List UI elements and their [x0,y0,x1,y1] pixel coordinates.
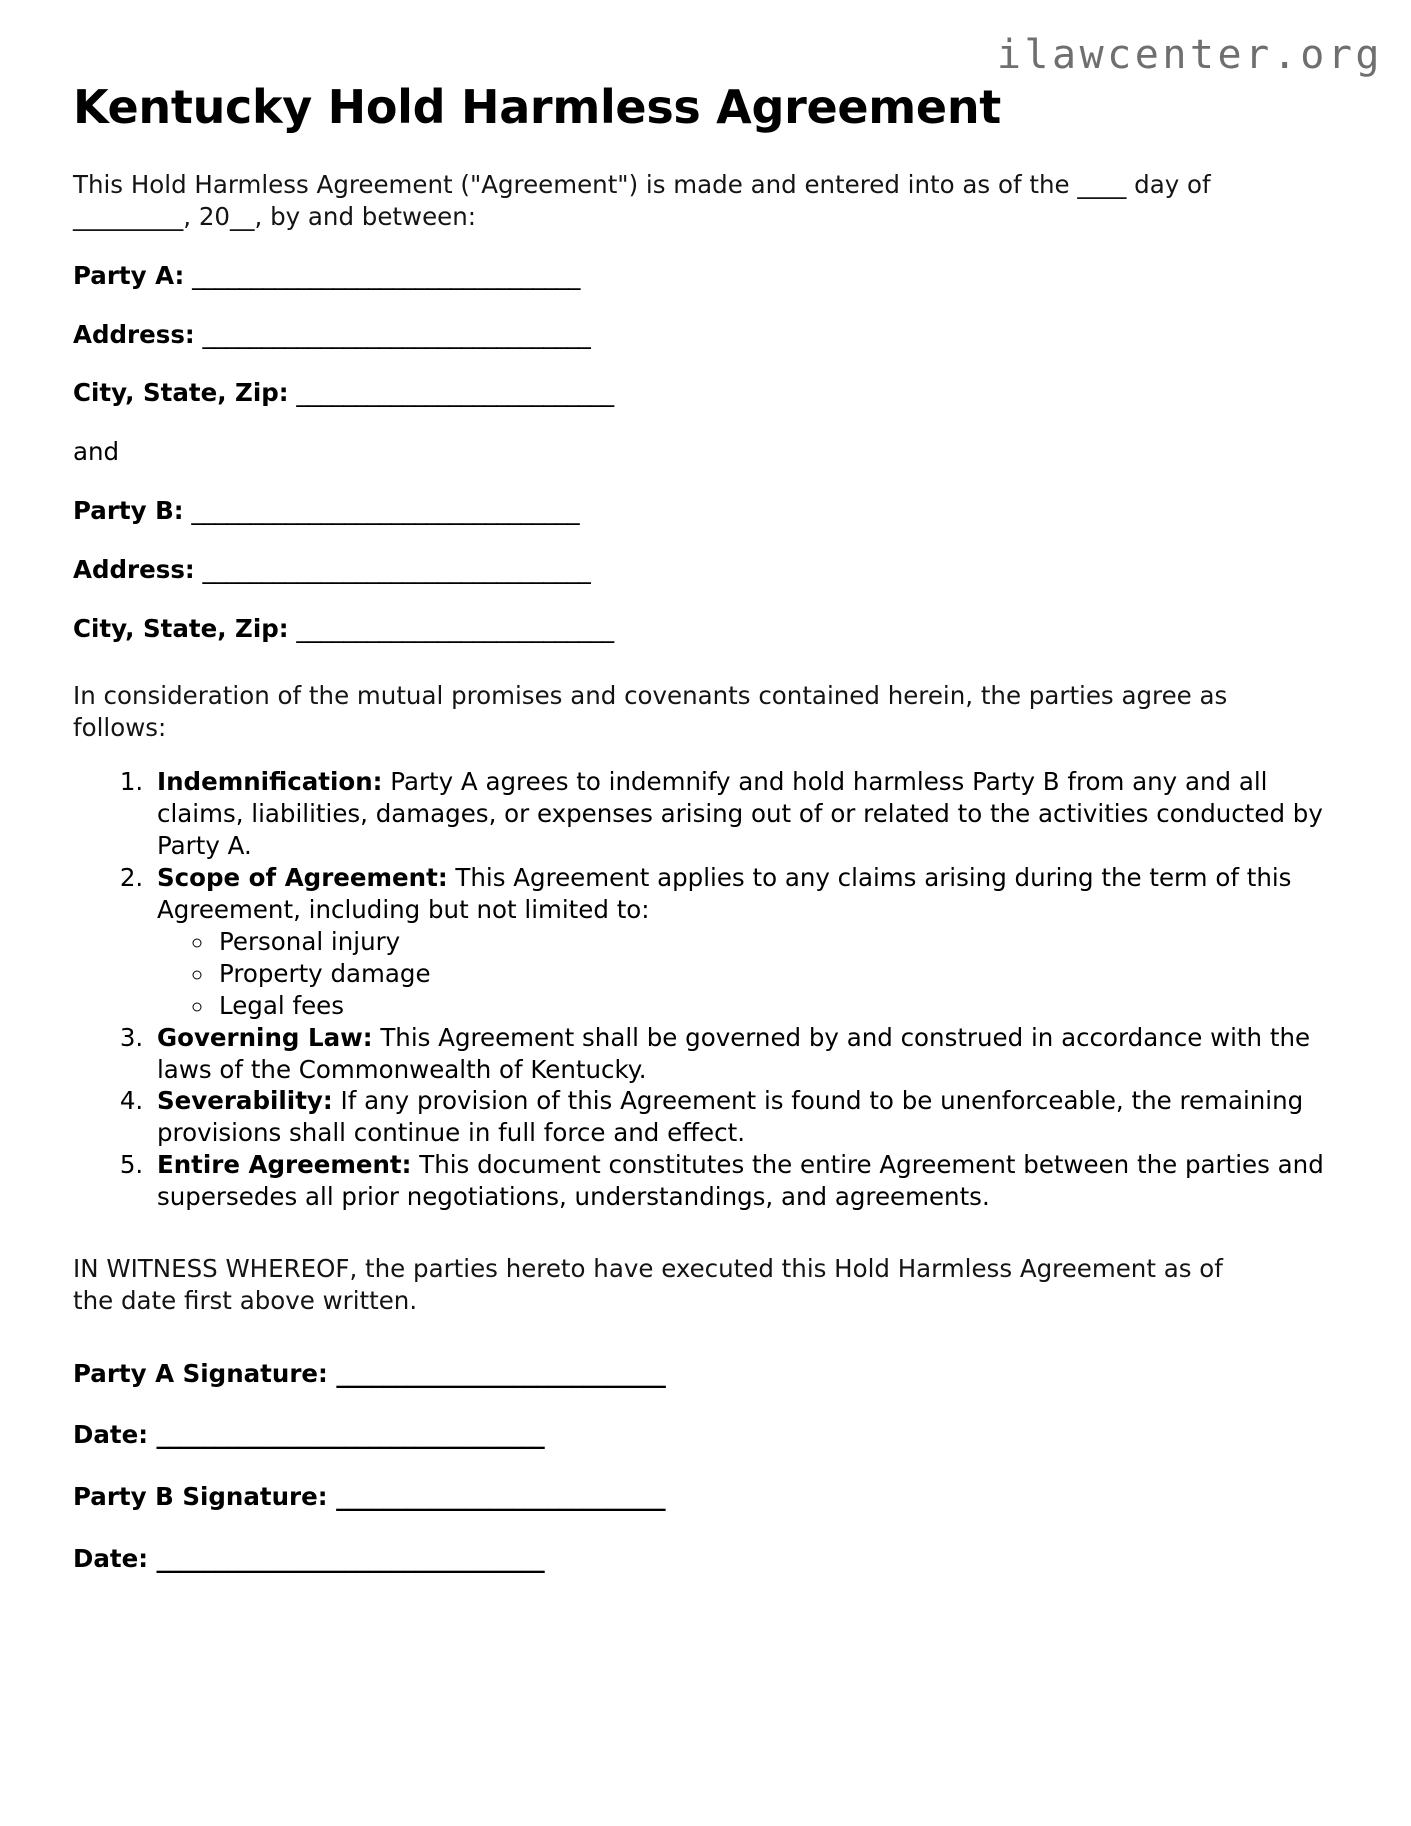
signature-label: Date: [73,1420,148,1450]
party-b-address-label: Address: [73,554,195,584]
clause-subitem: ◦ Personal injury [215,926,1338,958]
party-b-name-blank[interactable]: _________________________________ [191,496,580,526]
party-b-city-blank[interactable]: ___________________________ [296,613,614,643]
signature-blank[interactable]: ____________________________ [336,1482,666,1512]
party-a-city-row [73,350,1338,409]
party-a-name-row [73,233,1338,292]
clause-subitem: ◦ Property damage [215,958,1338,990]
clause-title: Entire Agreement: [157,1150,412,1180]
signature-row [73,1328,1338,1390]
site-watermark: ilawcenter.org [996,32,1383,78]
witness-paragraph: IN WITNESS WHEREOF, the parties hereto have executed this Hold Harmless Agreement as of the date first above written. [73,1254,1223,1316]
clause-subitem: ◦ Legal fees [215,990,1338,1022]
signature-blank[interactable]: _________________________________ [156,1544,545,1574]
party-a-name-label: Party A: [73,260,185,290]
clause-item [151,1022,1338,1086]
signature-row [73,1513,1338,1575]
party-b-name-row [73,468,1338,527]
consideration-paragraph: In consideration of the mutual promises and covenants contained herein, the parties agree as follows: [73,680,1228,742]
clause-subitem-list [157,926,1338,1022]
signature-label: Party B Signature: [73,1482,328,1512]
conjunction-and: and [73,437,120,467]
party-b-address-blank[interactable]: _________________________________ [202,554,591,584]
party-b-city-label: City, State, Zip: [73,613,289,643]
party-b-address-row [73,527,1338,586]
signature-row [73,1389,1338,1451]
signature-block [73,1318,1338,1575]
party-b-name-label: Party B: [73,496,184,526]
clause-text: Party A agrees to indemnify and hold harmless Party B from any and all claims, liabilities, damages, or expenses arising out of or related to the activities conducted by Party A. [157,766,1323,860]
party-a-address-blank[interactable]: _________________________________ [202,319,591,349]
signature-blank[interactable]: ____________________________ [336,1358,666,1388]
party-a-city-blank[interactable]: ___________________________ [296,378,614,408]
clause-text: This Agreement shall be governed by and construed in accordance with the laws of the Commonwealth of Kentucky. [157,1022,1311,1084]
clause-item [151,1085,1338,1149]
clause-text: This Agreement applies to any claims arising during the term of this Agreement, including but not limited to: [157,862,1292,924]
clause-title: Severability: [157,1086,333,1116]
signature-label: Date: [73,1544,148,1574]
document-content [73,0,1338,1575]
clause-item [151,862,1338,1022]
clause-text: If any provision of this Agreement is found to be unenforceable, the remaining provisions shall continue in full force and effect. [157,1086,1304,1148]
intro-paragraph: This Hold Harmless Agreement ("Agreement") is made and entered into as of the ____ day of _________, 20__, by and between: [73,169,1211,231]
clause-item [151,1149,1338,1213]
clause-text: This document constitutes the entire Agreement between the parties and supersedes all prior negotiations, understandings, and agreements. [157,1150,1324,1212]
signature-label: Party A Signature: [73,1358,328,1388]
signature-blank[interactable]: _________________________________ [156,1420,545,1450]
page-title: Kentucky Hold Harmless Agreement [73,80,1001,134]
party-a-address-label: Address: [73,319,195,349]
clause-title: Scope of Agreement: [157,862,448,892]
clause-list [73,744,1338,1214]
clause-title: Governing Law: [157,1022,373,1052]
party-b-city-row [73,586,1338,645]
clause-item [151,766,1338,862]
signature-row [73,1451,1338,1513]
party-a-name-blank[interactable]: _________________________________ [192,260,580,290]
clause-title: Indemnification: [157,766,383,796]
party-a-address-row [73,292,1338,351]
party-a-city-label: City, State, Zip: [73,378,289,408]
